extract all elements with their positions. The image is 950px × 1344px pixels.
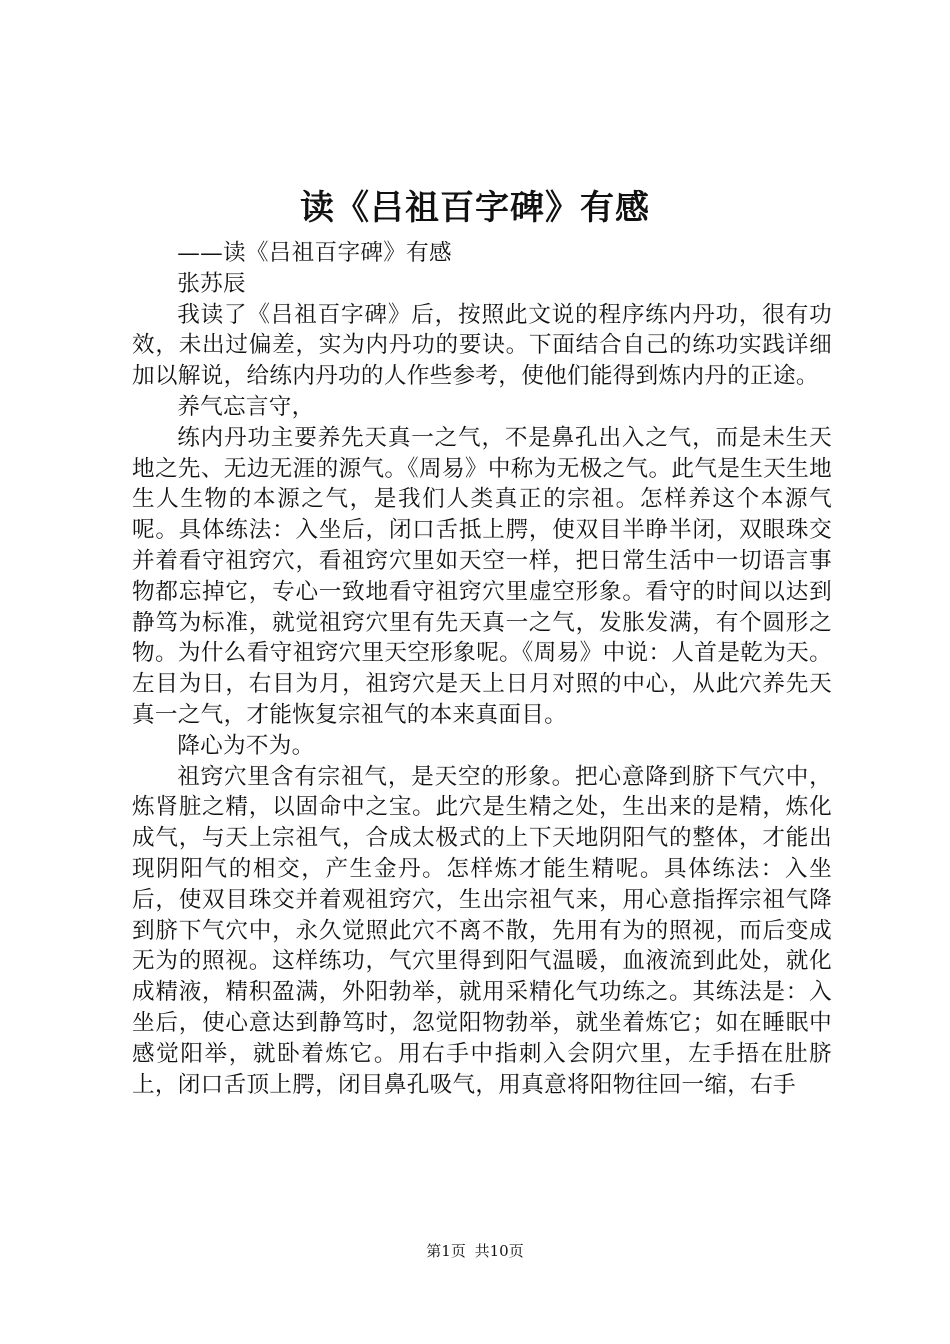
- page-number: 第1页: [426, 1242, 466, 1260]
- author-line: 张苏辰: [177, 270, 246, 297]
- document-body: [132, 238, 832, 1100]
- paragraph: 练内丹功主要养先天真一之气，不是鼻孔出入之气，而是未生天地之先、无边无涯的源气。《周易》中称为无极之气。此气是生天生地生人生物的本源之气，是我们人类真正的宗祖。怎样养这个本源气呢。具体练法：入坐后，闭口舌抵上腭，使双目半睁半闭，双眼珠交并着看守祖窍穴，看祖窍穴里如天空一样，把日常生活中一切语言事物都忘掉它，专心一致地看守祖窍穴里虚空形象。看守的时间以达到静笃为标准，就觉祖窍穴里有先天真一之气，发胀发满，有个圆形之物。为什么看守祖窍穴里天空形象呢。《周易》中说：人首是乾为天。左目为日，右目为月，祖窍穴是天上日月对照的中心，从此穴养先天真一之气，才能恢复宗祖气的本来真面目。: [132, 424, 832, 728]
- document-title: 读《吕祖百字碑》有感: [300, 188, 650, 228]
- page-footer: [0, 1240, 950, 1262]
- paragraph: 养气忘言守，: [177, 393, 315, 420]
- page-total: 共10页: [474, 1242, 524, 1260]
- subtitle-line: ——读《吕祖百字碑》有感: [177, 240, 452, 266]
- paragraph: 我读了《吕祖百字碑》后，按照此文说的程序练内丹功，很有功效，未出过偏差，实为内丹功的要诀。下面结合自己的练功实践详细加以解说，给练内丹功的人作些参考，使他们能得到炼内丹的正途。: [132, 301, 832, 390]
- paragraph: 祖窍穴里含有宗祖气，是天空的形象。把心意降到脐下气穴中，炼肾脏之精，以固命中之宝。此穴是生精之处，生出来的是精，炼化成气，与天上宗祖气，合成太极式的上下天地阴阳气的整体，才能出现阴阳气的相交，产生金丹。怎样炼才能生精呢。具体练法：入坐后，使双目珠交并着观祖窍穴，生出宗祖气来，用心意指挥宗祖气降到脐下气穴中，永久觉照此穴不离不散，先用有为的照视，而后变成无为的照视。这样练功，气穴里得到阳气温暖，血液流到此处，就化成精液，精积盈满，外阳勃举，就用采精化气功练之。其练法是：入坐后，使心意达到静笃时，忽觉阳物勃举，就坐着炼它；如在睡眠中感觉阳举，就卧着炼它。用右手中指刺入会阴穴里，左手捂在肚脐上，闭口舌顶上腭，闭目鼻孔吸气，用真意将阳物往回一缩，右手: [132, 763, 832, 1098]
- paragraph: 降心为不为。: [177, 732, 315, 759]
